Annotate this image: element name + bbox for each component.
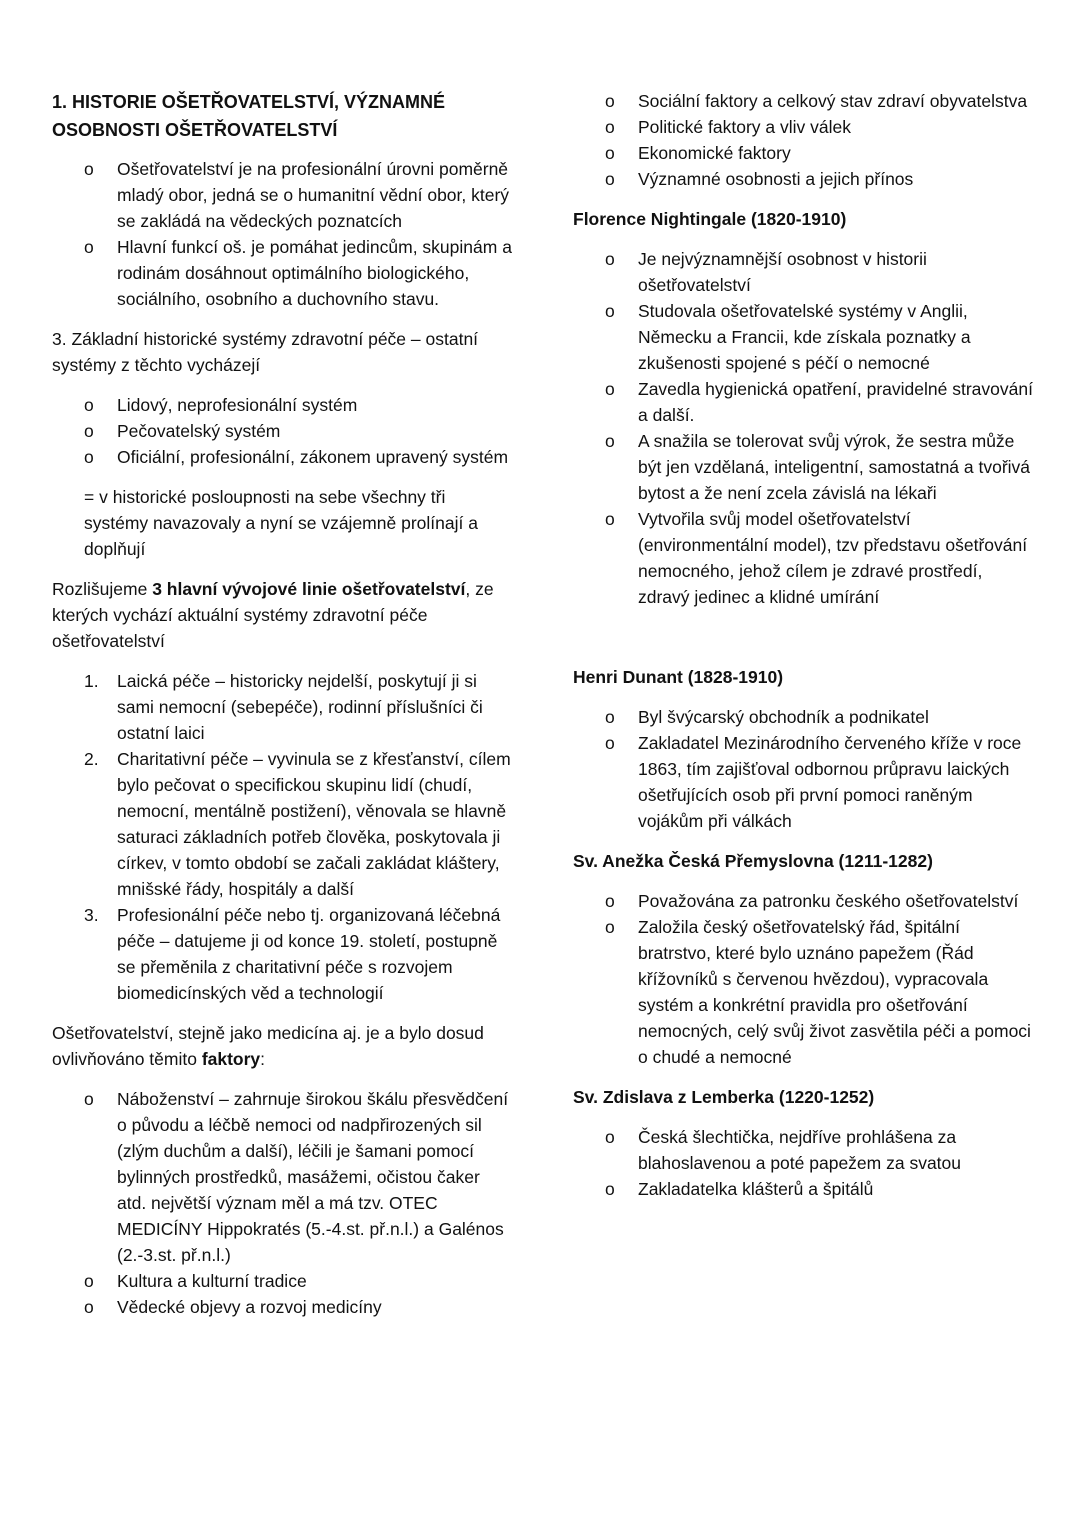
right-column — [573, 88, 1033, 1216]
section-heading-dunant: Henri Dunant (1828-1910) — [573, 667, 784, 687]
bullet-marker: o — [605, 169, 615, 189]
spacer — [573, 624, 1033, 664]
list-item: o Zakladatelka klášterů a špitálů — [573, 1176, 1033, 1202]
list-item: o Náboženství – zahrnuje širokou škálu přesvědčení o původu a léčbě nemoci od nadpřirozených sil (zlým duchům a další), léčili je šamani pomocí bylinných prostředků, masážemi, očistou čaker atd. největší význam měl a má tzv. OTEC MEDICÍNY Hippokratés (5.-4.st. př.n.l.) a Galénos (2.-3.st. př.n.l.) — [52, 1086, 512, 1268]
list-item: o Významné osobnosti a jejich přínos — [573, 166, 1033, 192]
bullet-marker: o — [84, 237, 94, 257]
section-heading-anezka: Sv. Anežka Česká Přemyslovna (1211-1282) — [573, 851, 933, 871]
factors-list — [52, 1086, 512, 1320]
bullet-marker: o — [605, 379, 615, 399]
page-title: 1. HISTORIE OŠETŘOVATELSTVÍ, VÝZNAMNÉ OSOBNOSTI OŠETŘOVATELSTVÍ — [52, 92, 446, 140]
list-item: o Ošetřovatelství je na profesionální úrovni poměrně mladý obor, jedná se o humanitní vědní obor, který se zakládá na vědeckých poznatcích — [52, 156, 512, 234]
list-item: o Založila český ošetřovatelský řád, špitální bratrstvo, které bylo uznáno papežem (Řád křížovníků s červenou hvězdou), vypracovala systém a konkrétní pravidla pro ošetřování nemocných, celý svůj život zasvětila péči a pomoci o chudé a nemocné — [573, 914, 1033, 1070]
bullet-marker: o — [605, 509, 615, 529]
list-item: o Politické faktory a vliv válek — [573, 114, 1033, 140]
list-item: o Je nejvýznamnější osobnost v historii ošetřovatelství — [573, 246, 1033, 298]
bullet-marker: o — [605, 249, 615, 269]
bullet-marker: o — [605, 1179, 615, 1199]
factors-continued-list — [573, 88, 1033, 192]
bullet-marker: o — [84, 159, 94, 179]
bullet-marker: o — [605, 91, 615, 111]
list-item: o Pečovatelský systém — [52, 418, 512, 444]
bullet-marker: o — [84, 1297, 94, 1317]
bullet-marker: o — [84, 395, 94, 415]
dunant-list — [573, 704, 1033, 834]
left-column — [52, 88, 512, 1334]
bullet-marker: o — [605, 917, 615, 937]
list-item: 1. Laická péče – historicky nejdelší, poskytují ji si sami nemocní (sebepéče), rodinní příslušníci či ostatní laici — [52, 668, 512, 746]
section-heading-zdislava: Sv. Zdislava z Lemberka (1220-1252) — [573, 1087, 875, 1107]
list-item: o Lidový, neprofesionální systém — [52, 392, 512, 418]
list-item: o Zavedla hygienická opatření, pravidelné stravování a další. — [573, 376, 1033, 428]
intro-list — [52, 156, 512, 312]
list-item: o Sociální faktory a celkový stav zdraví obyvatelstva — [573, 88, 1033, 114]
list-item: o Oficiální, profesionální, zákonem upravený systém — [52, 444, 512, 470]
nightingale-list — [573, 246, 1033, 610]
section-heading-nightingale: Florence Nightingale (1820-1910) — [573, 209, 847, 229]
bullet-marker: o — [605, 117, 615, 137]
list-item: o Zakladatel Mezinárodního červeného kříže v roce 1863, tím zajišťoval odbornou průpravu laických ošetřujících osob při první pomoci raněným vojákům při válkách — [573, 730, 1033, 834]
factors-intro: Ošetřovatelství, stejně jako medicína aj. je a bylo dosud ovlivňováno těmito faktory: — [52, 1023, 484, 1069]
list-item: o Česká šlechtička, nejdříve prohlášena za blahoslavenou a poté papežem za svatou — [573, 1124, 1033, 1176]
bullet-marker: o — [605, 733, 615, 753]
bullet-marker: o — [84, 421, 94, 441]
number-marker: 1. — [84, 671, 99, 691]
list-item: o Studovala ošetřovatelské systémy v Anglii, Německu a Francii, kde získala poznatky a zkušenosti spojené s péčí o nemocné — [573, 298, 1033, 376]
list-item: o A snažila se tolerovat svůj výrok, že sestra může být jen vzdělaná, inteligentní, samostatná a tvořivá bytost a že není zcela závislá na lékaři — [573, 428, 1033, 506]
systems-list — [52, 392, 512, 470]
list-item: o Vytvořila svůj model ošetřovatelství (environmentální model), tzv představu ošetřování nemocného, jehož cílem je zdravé prostředí, zdravý jedinec a klidné umírání — [573, 506, 1033, 610]
bullet-marker: o — [605, 301, 615, 321]
bullet-marker: o — [84, 1089, 94, 1109]
bullet-marker: o — [605, 1127, 615, 1147]
bullet-marker: o — [605, 143, 615, 163]
list-item: 2. Charitativní péče – vyvinula se z křesťanství, cílem bylo pečovat o specifickou skupinu lidí (chudí, nemocní, mentálně postižení), věnovala se hlavně saturaci základních potřeb člověka, poskytovala ji církev, v tomto období se začali zakládat kláštery, mnišské řády, hospitály a další — [52, 746, 512, 902]
systems-note: = v historické posloupnosti na sebe všechny tři systémy navazovaly a nyní se vzájemně prolínají a doplňují — [84, 487, 478, 559]
list-item: o Vědecké objevy a rozvoj medicíny — [52, 1294, 512, 1320]
anezka-list — [573, 888, 1033, 1070]
bullet-marker: o — [605, 891, 615, 911]
list-item: o Považována za patronku českého ošetřovatelství — [573, 888, 1033, 914]
bullet-marker: o — [84, 447, 94, 467]
list-item: o Hlavní funkcí oš. je pomáhat jedincům, skupinám a rodinám dosáhnout optimálního biologického, sociálního, osobního a duchovního stavu. — [52, 234, 512, 312]
list-item: o Byl švýcarský obchodník a podnikatel — [573, 704, 1033, 730]
bullet-marker: o — [605, 431, 615, 451]
bullet-marker: o — [84, 1271, 94, 1291]
lines-list — [52, 668, 512, 1006]
number-marker: 3. — [84, 905, 99, 925]
zdislava-list — [573, 1124, 1033, 1202]
list-item: o Ekonomické faktory — [573, 140, 1033, 166]
bullet-marker: o — [605, 707, 615, 727]
number-marker: 2. — [84, 749, 99, 769]
list-item: o Kultura a kulturní tradice — [52, 1268, 512, 1294]
lines-intro: Rozlišujeme 3 hlavní vývojové linie ošetřovatelství, ze kterých vychází aktuální systémy zdravotní péče ošetřovatelství — [52, 579, 494, 651]
systems-intro: 3. Základní historické systémy zdravotní péče – ostatní systémy z těchto vycházejí — [52, 329, 479, 375]
list-item: 3. Profesionální péče nebo tj. organizovaná léčebná péče – datujeme ji od konce 19. století, postupně se přeměnila z charitativní péče s rozvojem biomedicínských věd a technologií — [52, 902, 512, 1006]
